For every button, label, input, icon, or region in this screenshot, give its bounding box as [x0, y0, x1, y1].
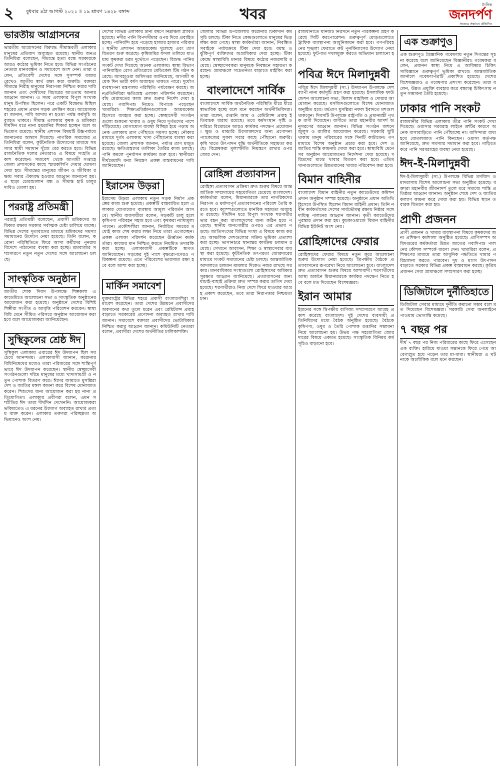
article-body: দেশের বিভিন্ন এলাকায় টানা বর্ষণে নিম্নাঞ্চল প্লাবিত হয়েছে। নদীর পানি বিপদসীমার ওপর দিয়ে প্রবাহিত হচ্ছে। পানিবন্দি হয়ে পড়েছে হাজার হাজার পরিবার। স্থানীয় প্রশাসন আশ্রয়কেন্দ্র খুলেছে এবং ত্রাণ বিতরণ শুরু করেছে। কৃষিজমির ফসল তলিয়ে যাওয়ায় কৃষকরা চরম দুর্ভোগে পড়েছেন। বিশুদ্ধ পানির সংকট দেখা দিয়েছে অনেক এলাকায়। স্বাস্থ্য বিভাগ পানিবাহিত রোগ প্রতিরোধে মেডিকেল টিম গঠন করেছে। আবহাওয়া অধিদপ্তর জানিয়েছে, আগামী কয়েক দিন ভারী বর্ষণ অব্যাহত থাকতে পারে। দুর্যোগ ব্যবস্থাপনা মন্ত্রণালয় পরিস্থিতি পর্যবেক্ষণ করছে। জনপ্রতিনিধিরা ক্ষতিগ্রস্ত এলাকা পরিদর্শন করেছেন। বাঁধ মেরামতের কাজ দ্রুত শুরুর নির্দেশ দেয়া হয়েছে। গবাদিপশু নিয়েও বিপাকে পড়েছেন খামারিরা। শিক্ষাপ্রতিষ্ঠানগুলোকে আশ্রয়কেন্দ্র হিসেবে ব্যবহার করা হচ্ছে। স্বেচ্ছাসেবী সংগঠনগুলো শুকনো খাবার ও ওষুধ নিয়ে দুর্গতদের পাশে দাঁড়িয়েছে। যোগাযোগ ব্যবস্থা বিচ্ছিন্ন হয়ে পড়ায় অনেক এলাকায় ত্রাণ পৌঁছাতে সমস্যা হচ্ছে। নৌকার মাধ্যমে দুর্গম এলাকায় খাদ্য পৌঁছানোর ব্যবস্থা করা হয়েছে। জেলা প্রশাসক জানান, পর্যাপ্ত ত্রাণ মজুত রয়েছে। ক্ষতিগ্রস্তদের তালিকা তৈরির কাজ চলছে। পানি কমলে পুনর্বাসন কার্যক্রম শুরু হবে। স্থানীয়রা দীর্ঘমেয়াদি বন্যা নিয়ন্ত্রণ প্রকল্প বাস্তবায়নের দাবি জানিয়েছেন।	[102, 30, 194, 170]
article-body: ভারতীয় আগ্রাসনের বিরুদ্ধে সীমান্তবর্তী এলাকার মানুষের প্রতিবাদ অব্যাহত রয়েছে। স্থানীয় জনপ্রতিনিধিরা বলেছেন, সীমান্তে হত্যা বন্ধে সরকারকে আরও কঠোর ভূমিকা নিতে হবে। বিভিন্ন সংগঠনের নেতারা মানববন্ধন ও সমাবেশে অংশ নেন। তারা বলেন, প্রতিবেশী দেশের সঙ্গে সুসম্পর্ক বজায় রেখেও জাতীয় স্বার্থ রক্ষা করা জরুরি। বক্তারা সীমান্তে নিরীহ মানুষের নিরাপত্তা নিশ্চিত করার দাবি জানান এবং দোষীদের বিচারের আওতায় আনার আহ্বান জানান। এ সময় এলাকার বিপুল সংখ্যক মানুষ উপস্থিত ছিলেন। পরে একটি বিক্ষোভ মিছিল শহরের প্রধান প্রধান সড়ক প্রদক্ষিণ করে। আয়োজকরা জানান, দাবি আদায় না হওয়া পর্যন্ত কর্মসূচি অব্যাহত থাকবে। সীমান্ত এলাকার কৃষক ও শ্রমিকরা দীর্ঘদিন ধরে নানা হয়রানির শিকার হচ্ছেন বলে অভিযোগ রয়েছে। স্থানীয় প্রশাসন বিষয়টি উচ্চপর্যায়ে জানানোর আশ্বাস দিয়েছে। নাগরিক সমাজের প্রতিনিধিরা বলেন, কূটনৈতিক উদ্যোগের মাধ্যমে সমস্যার স্থায়ী সমাধান খুঁজে বের করতে হবে। বিভিন্ন রাজনৈতিক দলের নেতারাও এ বিষয়ে সংহতি প্রকাশ করেছেন। সমাবেশ থেকে আগামী সপ্তাহে জেলা প্রশাসকের কাছে স্মারকলিপি দেয়ার ঘোষণা দেয়া হয়। সীমান্তের মানুষের জীবন ও জীবিকা রক্ষায় সবার ঐক্যবদ্ধ হওয়ার আহ্বান জানানো হয়। এ ছাড়া চোরাচালান বন্ধ ও সীমান্ত হাট চালুর দাবিও তোলা হয়।	[4, 46, 96, 191]
article	[4, 267, 96, 324]
article-headline: প্রাণী প্রজনন	[400, 213, 496, 229]
column-5	[400, 30, 496, 766]
article-headline: ঢাকার পানি সংকট	[400, 102, 496, 118]
article-body: ইরানের সঙ্গে দ্বিপক্ষীয় বাণিজ্য সম্প্রসারণে আগ্রহ প্রকাশ করেছে বাংলাদেশ। দুই দেশের ব্যবসায়ী প্রতিনিধিদের মধ্যে বৈঠক অনুষ্ঠিত হয়েছে। বৈঠকে কৃষিপণ্য, ওষুধ ও তৈরি পোশাক রপ্তানির সম্ভাবনা নিয়ে আলোচনা হয়। উভয় পক্ষ সহযোগিতা জোরদারের বিষয়ে একমত হয়েছে। সাংস্কৃতিক বিনিময় কর্মসূচিও বাড়ানো হবে।	[298, 308, 394, 347]
article	[400, 323, 496, 363]
article-headline: ইরান আমার	[298, 290, 394, 306]
article	[400, 213, 496, 276]
article-body: রোহিঙ্গা প্রত্যাবাসন প্রক্রিয়া দ্রুত শুরুর বিষয়ে আন্তর্জাতিক সম্প্রদায়ের সহযোগিতা চেয়েছে বাংলাদেশ। কর্মকর্তারা বলেন, মিয়ানমারকে তার নাগরিকদের নিরাপদ ও মর্যাদাপূর্ণ প্রত্যাবাসনের পরিবেশ তৈরি করতে হবে। ক্যাম্পগুলোতে মানবিক সহায়তা অব্যাহত রয়েছে। দীর্ঘদিন ধরে বিপুল সংখ্যক শরণার্থীর ভার বহন করা বাংলাদেশের জন্য কঠিন হয়ে পড়েছে। স্থানীয় জনগোষ্ঠীর ওপরও এর প্রভাব পড়ছে। জাতিসংঘের বিভিন্ন সংস্থা এ বিষয়ে কাজ করছে। আঞ্চলিক দেশগুলোর সক্রিয় ভূমিকা প্রত্যাশা করা হচ্ছে। ভাসানচরে স্থানান্তর কার্যক্রম চলমান রয়েছে। সেখানে আবাসন, শিক্ষা ও স্বাস্থ্যসেবার ব্যবস্থা করা হয়েছে। কূটনৈতিক তৎপরতা জোরদারের মাধ্যমে সংকট সমাধানের চেষ্টা চলছে। আন্তর্জাতিক আদালতে চলমান মামলার দিকেও নজর রাখছে সরকার। মানবাধিকার সংস্থাগুলো রোহিঙ্গাদের অধিকার সুরক্ষার আহ্বান জানিয়েছে। প্রত্যাবাসনের জন্য যাচাই-বাছাই প্রক্রিয়া দ্রুত সম্পন্ন করার তাগিদ দেয়া হয়েছে। শরণার্থীরাও নিজ দেশে ফিরে যাওয়ার আগ্রহ প্রকাশ করেছেন, তবে তারা নিরাপত্তার নিশ্চয়তা চান।	[200, 185, 292, 303]
article	[400, 157, 496, 209]
masthead	[0, 0, 500, 27]
column-divider	[295, 30, 296, 766]
article	[102, 174, 194, 270]
article-headline: রোহিঙ্গাদের ফেরার	[298, 235, 394, 251]
article	[400, 280, 496, 320]
article	[4, 328, 96, 424]
article-body: ইরাসেম উড়রা এলাকায় নতুন সড়ক নির্মাণ প্রকল্পের কাজ শুরু হয়েছে। প্রকল্পটি বাস্তবায়িত হলে এলাকার যোগাযোগ ব্যবস্থায় আমূল পরিবর্তন আসবে। স্থানীয় ব্যবসায়ীরা বলেন, সড়কটি চালু হলে কৃষিপণ্য পরিবহন সহজ হবে এবং কৃষকরা ন্যায্যমূল্য পাবেন। প্রকৌশলীরা জানান, নির্ধারিত সময়ের মধ্যেই কাজ শেষ করার লক্ষ্য নিয়ে তারা এগোচ্ছেন। প্রকল্প এলাকা পরিদর্শন করেছেন ঊর্ধ্বতন কর্মকর্তারা। কাজের মান নিশ্চিত করতে নিয়মিত তদারকি করা হচ্ছে। এলাকাবাসী প্রকল্পটিকে স্বাগত জানিয়েছেন। সড়কের দুই পাশে বৃক্ষরোপণেরও পরিকল্পনা রয়েছে। এতে পরিবেশের ভারসাম্য রক্ষা হবে বলে আশা করা হচ্ছে।	[102, 196, 194, 269]
article	[400, 102, 496, 154]
article	[400, 30, 496, 98]
article-headline: সাংস্কৃতিক অনুষ্ঠান	[4, 272, 80, 288]
brand-tagline: সত্যের সন্ধানে প্রতিদিন	[459, 22, 492, 26]
article-body: বাংলাদেশে সার্বিক অর্থনৈতিক পরিস্থিতি ধীরে ধীরে স্বাভাবিক হচ্ছে বলে মনে করছেন অর্থনীতিবিদরা। তারা বলেন, রপ্তানি আয় ও রেমিট্যান্স প্রবাহ ইতিবাচক ধারায় রয়েছে। তবে কর্মসংস্থান সৃষ্টি ও দারিদ্র্য বিমোচনে আরও কার্যকর পদক্ষেপ প্রয়োজন। ক্ষুদ্র ও মাঝারি উদ্যোক্তাদের জন্য প্রণোদনা প্যাকেজের সুফল সবার কাছে পৌঁছানো জরুরি। কৃষি খাতে উৎপাদন বৃদ্ধি অর্থনীতিকে সহায়তা করছে। বিশ্লেষকরা মূল্যস্ফীতি নিয়ন্ত্রণে রাখার ওপর জোর দেন।	[200, 102, 292, 158]
article	[102, 30, 194, 170]
article-headline: পবিত্র ঈদে মিলাদুন্নবী	[298, 68, 394, 84]
section-title: খবর	[239, 5, 267, 23]
article	[298, 173, 394, 230]
article-body: পররাষ্ট্র প্রতিমন্ত্রী বলেছেন, প্রবাসী শ্রমিকদের অধিকার রক্ষায় সরকার সর্বাত্মক চেষ্টা চালিয়ে যাচ্ছে। বিভিন্ন দেশের দূতাবাসের মাধ্যমে শ্রমিকদের সমস্যা সমাধানের উদ্যোগ নেয়া হয়েছে। তিনি বলেন, করোনা পরিস্থিতিতে ফিরে আসা কর্মীদের পুনরায় বিদেশে পাঠানোর ব্যবস্থা করা হচ্ছে। শ্রমবাজার সম্প্রসারণে নতুন নতুন দেশের সঙ্গে আলোচনা চলছে।	[4, 218, 96, 263]
article-body: ডিজিটাল সেবার মাধ্যমে দুর্নীতি কমানো সম্ভব বলে মত দিয়েছেন বিশেষজ্ঞরা। সরকারি সেবা অনলাইনে পাওয়ায় ভোগান্তি কমেছে।	[400, 302, 496, 319]
article	[200, 84, 292, 158]
article-headline: পররাষ্ট্র প্রতিমন্ত্রী	[4, 200, 73, 216]
article-body: জাতীয় শোক দিবস উপলক্ষে শিল্পকলা একাডেমিতে আলোচনা সভা ও সাংস্কৃতিক অনুষ্ঠানের আয়োজন করা হয়েছে। অনুষ্ঠানে দেশের বিশিষ্ট শিল্পীরা সংগীত ও আবৃত্তি পরিবেশন করবেন। স্বাস্থ্যবিধি মেনে সীমিত পরিসরে অনুষ্ঠান আয়োজন করা হবে বলে আয়োজকরা জানিয়েছেন।	[4, 290, 96, 324]
article	[298, 30, 394, 64]
article-headline: সুস্থিকুলের শ্রেষ্ঠ ঈদ	[4, 333, 85, 349]
article-headline: বাংলাদেশে সার্বিক	[200, 84, 292, 100]
article-body: যুক্তরাষ্ট্রের বিভিন্ন শহরে প্রবাসী বাংলাদেশিরা সমাবেশ করেছেন। তারা দেশের উন্নয়নে প্রবাসীদের অবদানের কথা তুলে ধরেন এবং রেমিট্যান্স প্রবাহ বাড়াতে সরকারের প্রণোদনা অব্যাহত রাখার দাবি জানান। সমাবেশে বক্তারা প্রবাসীদের ভোটাধিকার নিশ্চিত করার আহ্বান জানান। কমিউনিটি নেতারা বলেন, প্রবাসীরা দেশের অর্থনীতির চালিকাশক্তি।	[102, 296, 194, 336]
article-headline: বিমান বাহিনীর	[298, 173, 394, 189]
article	[298, 68, 394, 170]
article	[298, 235, 394, 287]
article-body: পবিত্র ঈদে মিলাদুন্নবী (সা.) উদযাপন উপলক্ষে দেশব্যাপী নানা কর্মসূচি গ্রহণ করা হয়েছে। ইসলামিক ফাউন্ডেশন আলোচনা সভা, মিলাদ মাহফিল ও দোয়ার আয়োজন করেছে। মসজিদগুলোতে বিশেষ মোনাজাত অনুষ্ঠিত হবে। ধর্মপ্রাণ মুসল্লিরা নফল ইবাদতে মশগুল থাকবেন। দিবসটি উপলক্ষে রাষ্ট্রপতি ও প্রধানমন্ত্রী পৃথক বাণী দিয়েছেন। বাণীতে তারা মহানবীর আদর্শ অনুসরণের আহ্বান জানান। বিভিন্ন সংগঠন জশনে জুলুস ও র‍্যালির আয়োজন করেছে। সরকারি ছুটি থাকায় মানুষ পরিবারের সঙ্গে দিনটি কাটাবেন। গণমাধ্যমে বিশেষ অনুষ্ঠান প্রচার করা হবে। দেশ ও জাতির শান্তি কামনায় দোয়া করা হবে। স্বাস্থ্যবিধি মেনে সব অনুষ্ঠান আয়োজনের নির্দেশনা দেয়া হয়েছে। দরিদ্রদের মাঝে খাবার বিতরণ করা হবে। এতিমখানাগুলোতে উন্নতমানের খাবার পরিবেশন করা হবে।	[298, 85, 394, 169]
column-divider	[397, 30, 398, 766]
article-headline: রোহিঙ্গা প্রত্যাবাসন	[200, 167, 280, 183]
article-headline: ঈদ-ই-মিলাদুন্নবী	[400, 157, 496, 173]
column-divider	[99, 30, 100, 766]
article-body: ঈদ-ই-মিলাদুন্নবী (সা.) উপলক্ষে বিভিন্ন মসজিদ ও মাদরাসায় বিশেষ আলোচনা সভা অনুষ্ঠিত হয়েছে। বক্তারা মহানবীর জীবনাদর্শ তুলে ধরে সমাজে শান্তি প্রতিষ্ঠার আহ্বান জানান। অনুষ্ঠান শেষে দেশ ও জাতির কল্যাণ কামনা করে দোয়া করা হয়। বিভিন্ন স্থানে তবারক বিতরণ করা হয়।	[400, 175, 496, 209]
brand-prefix: দৈনিক	[481, 2, 492, 7]
article-headline: ভারতীয় আগ্রাসনের	[4, 30, 96, 44]
article-body: রোহিঙ্গাদের ফেরার বিষয়ে নতুন করে আলোচনা শুরুর উদ্যোগ নেয়া হয়েছে। ত্রিপক্ষীয় বৈঠকে প্রত্যাবাসনের রূপরেখা নিয়ে আলোচনা হবে। বাংলাদেশ দ্রুত প্রত্যাবাসন শুরুর বিষয়ে আশাবাদী। শরণার্থীদের আস্থা অর্জনে মিয়ানমারকে কার্যকর পদক্ষেপ নিতে হবে বলে মত দিয়েছেন বিশেষজ্ঞরা।	[298, 252, 394, 286]
article-body: বাংলাদেশ বিমান বাহিনীর নতুন ক্যাডেটদের কমিশন প্রদান অনুষ্ঠান সম্পন্ন হয়েছে। অনুষ্ঠানে প্রধান অতিথি হিসেবে উপস্থিত ছিলেন বিমান বাহিনী প্রধান। তিনি নবীন কর্মকর্তাদের দেশের সার্বভৌমত্ব রক্ষায় নিষ্ঠার সঙ্গে দায়িত্ব পালনের আহ্বান জানান। কৃতী ক্যাডেটদের পুরস্কার প্রদান করা হয়। কুচকাওয়াজে বিমান বাহিনীর বিভিন্ন ইউনিট অংশ নেয়।	[298, 191, 394, 231]
article-headline: ৭ বছর পর	[400, 323, 496, 339]
article-body: দীর্ঘ ৭ বছর পর নিজ পরিবারের কাছে ফিরে এসেছেন এক ব্যক্তি। হারিয়ে যাওয়া সন্তানকে ফিরে পেয়ে আবেগাপ্লুত হয়ে পড়েন তার মা-বাবা। স্থানীয়রা এ ঘটনাকে অলৌকিক বলে মনে করছেন।	[400, 341, 496, 364]
article-body: রাজধানীতে যানজট নিরসনে নতুন পরিকল্পনা গ্রহণ করেছে সিটি করপোরেশন। গুরুত্বপূর্ণ মোড়গুলোতে ট্রাফিক ব্যবস্থাপনা আধুনিকায়ন করা হবে। গণপরিবহনের শৃঙ্খলা ফেরাতে রুট পুনর্বিন্যাসের উদ্যোগ নেয়া হয়েছে। ফুটপাত দখলমুক্ত করতে অভিযান চালানো হচ্ছে।	[298, 30, 394, 63]
column-1	[4, 30, 96, 766]
page-number: ২	[4, 4, 14, 22]
article-body: সুস্থিকুল এলাকায় এবারের ঈদ উদযাপন ছিল সবচেয়ে আনন্দময়। এলাকাবাসী জানান, করোনার বিধিনিষেধের মধ্যেও তারা পরিবারের সঙ্গে শান্তিপূর্ণভাবে ঈদ উদযাপন করেছেন। স্থানীয় স্বেচ্ছাসেবী সংগঠনগুলো দরিদ্র মানুষের মধ্যে খাদ্যসামগ্রী ও নতুন পোশাক বিতরণ করে। ঈদের জামাতে মুসল্লিরা দেশ ও জাতির মঙ্গল কামনা করে বিশেষ মোনাজাত করেন। শিশুদের জন্য আয়োজন করা হয় নানা প্রতিযোগিতা। এলাকার প্রবীণরা বলেন, এমন সম্প্রীতির ঈদ তারা দীর্ঘদিন দেখেননি। আয়োজকরা ভবিষ্যতেও এ ধরনের উদ্যোগ অব্যাহত রাখার প্রত্যয় ব্যক্ত করেন। এলাকার তরুণরা পরিচ্ছন্নতা অভিযানেও অংশ নেয়।	[4, 350, 96, 423]
column-2	[102, 30, 194, 766]
article-headline: এক শুক্রাণুও	[400, 35, 457, 51]
article-body: জেলার বিভিন্ন উপজেলায় করোনার টিকাদান কর্মসূচি চলছে। টিকা নিতে কেন্দ্রগুলোতে মানুষের ভিড় লক্ষ্য করা গেছে। স্বাস্থ্য কর্মকর্তারা জানান, নিবন্ধিত সবাইকে পর্যায়ক্রমে টিকা দেয়া হবে। বয়স্ক ও ঝুঁকিপূর্ণ ব্যক্তিদের অগ্রাধিকার দেয়া হচ্ছে। টিকা কেন্দ্রে স্বাস্থ্যবিধি মানার বিষয়ে কঠোর নজরদারি রয়েছে। স্বেচ্ছাসেবকরা মানুষকে নিবন্ধনে সহায়তা করছেন। গ্রামাঞ্চলে সচেতনতা বাড়াতে মাইকিং করা হচ্ছে।	[200, 30, 292, 80]
brand-name: জনদর্পণ	[449, 8, 492, 23]
article-headline: মার্কিন সমাবেশ	[102, 279, 165, 295]
article-body: এক শুক্রাণুও বৈজ্ঞানিক গবেষণায় নতুন দিগন্তের সূচনা করেছে বলে জানিয়েছেন বিজ্ঞানীরা। গবেষকরা বলেন, প্রজনন স্বাস্থ্য নিয়ে এ আবিষ্কার চিকিৎসাবিজ্ঞানে গুরুত্বপূর্ণ ভূমিকা রাখবে। আন্তর্জাতিক জার্নালে গবেষণাপত্রটি প্রকাশিত হয়েছে। দেশের বিশেষজ্ঞরাও এ গবেষণার প্রশংসা করেছেন। তারা বলেন, উন্নত প্রযুক্তি ব্যবহার করে বন্ধ্যাত্ব চিকিৎসায় নতুন সম্ভাবনা তৈরি হয়েছে।	[400, 53, 496, 98]
column-divider	[197, 30, 198, 766]
article	[4, 195, 96, 263]
article-headline: ডিজিটালে দুর্নীতিহাতে	[400, 285, 493, 301]
article	[200, 30, 292, 80]
issue-date: বুধবার ৪ঠা আগস্ট ২০২১ ॥ ১৯ শ্রাবণ ১৪২৮ বঙ্গাব্দ	[26, 9, 130, 15]
article	[4, 30, 96, 191]
article	[102, 274, 194, 336]
column-3	[200, 30, 292, 766]
article-body: রাজধানীর বিভিন্ন এলাকায় তীব্র পানি সংকট দেখা দিয়েছে। ওয়াসার সরবরাহ লাইনে ত্রুটির কারণে অনেক বাসাবাড়িতে পানি পৌঁছাচ্ছে না। বাসিন্দারা বাধ্য হয়ে বোতলজাত পানি কিনছেন। ওয়াসা কর্তৃপক্ষ জানিয়েছে, দ্রুত সমস্যার সমাধান করা হবে। গাড়িতে করে পানি সরবরাহের ব্যবস্থা নেয়া হয়েছে।	[400, 119, 496, 153]
article-body: প্রাণী প্রজনন ও খামার ব্যবস্থাপনা বিষয়ে কৃষকদের জন্য প্রশিক্ষণ কর্মশালা অনুষ্ঠিত হয়েছে। প্রাণিসম্পদ অধিদপ্তরের কর্মকর্তারা উন্নত জাতের গবাদিপশু পালনের কৌশল সম্পর্কে ধারণা দেন। খামারিরা বলেন, প্রশিক্ষণের মাধ্যমে তারা আধুনিক পদ্ধতিতে খামার পরিচালনা করতে পারবেন। দুধ ও মাংস উৎপাদন বাড়াতে সরকার বিভিন্ন প্রকল্প বাস্তবায়ন করছে। কৃত্রিম প্রজনন সেবা গ্রামাঞ্চলে সম্প্রসারণ করা হচ্ছে।	[400, 230, 496, 276]
newspaper-logo	[449, 2, 492, 28]
article-headline: ইরাসেম উড়রা	[102, 179, 164, 195]
article	[200, 162, 292, 302]
column-4	[298, 30, 394, 766]
article	[298, 290, 394, 347]
